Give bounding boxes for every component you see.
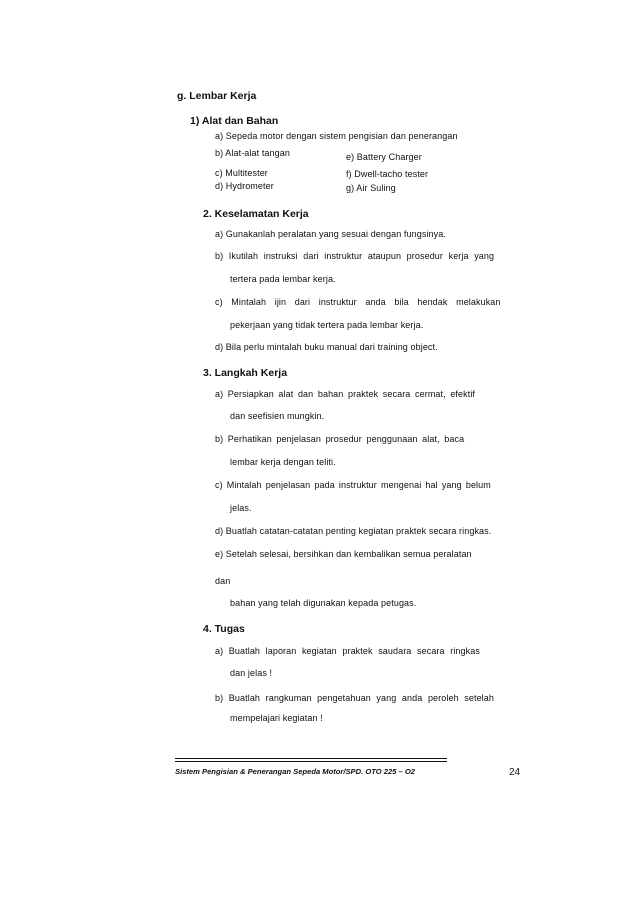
list-item: c) Mintalah penjelasan pada instruktur mengenai hal yang belum xyxy=(215,480,491,490)
footer-text: Sistem Pengisian & Penerangan Sepeda Motor/SPD. OTO 225 – O2 xyxy=(175,767,415,776)
list-item-continuation: pekerjaan yang tidak tertera pada lembar kerja. xyxy=(230,320,424,330)
list-item-continuation: dan xyxy=(215,576,231,586)
subheading-keselamatan: 2. Keselamatan Kerja xyxy=(203,208,309,220)
list-item: d) Bila perlu mintalah buku manual dari training object. xyxy=(215,342,438,352)
list-item: b) Buatlah rangkuman pengetahuan yang anda peroleh setelah xyxy=(215,693,494,703)
subheading-alat-bahan: 1) Alat dan Bahan xyxy=(190,115,279,127)
list-item: b) Perhatikan penjelasan prosedur penggunaan alat, baca xyxy=(215,434,465,444)
footer-rule xyxy=(175,758,447,759)
list-item-continuation: lembar kerja dengan teliti. xyxy=(230,457,336,467)
list-item: e) Setelah selesai, bersihkan dan kembalikan semua peralatan xyxy=(215,549,472,559)
list-item: c) Mintalah ijin dari instruktur anda bila hendak melakukan xyxy=(215,297,501,307)
subheading-tugas: 4. Tugas xyxy=(203,623,245,635)
list-item: e) Battery Charger xyxy=(346,152,422,162)
list-item-continuation: dan seefisien mungkin. xyxy=(230,411,325,421)
list-item-continuation: mempelajari kegiatan ! xyxy=(230,713,323,723)
list-item: d) Hydrometer xyxy=(215,181,274,191)
list-item-continuation: dan jelas ! xyxy=(230,668,273,678)
list-item: a) Gunakanlah peralatan yang sesuai dengan fungsinya. xyxy=(215,229,446,239)
list-item: d) Buatlah catatan-catatan penting kegiatan praktek secara ringkas. xyxy=(215,526,492,536)
footer-rule xyxy=(175,761,447,762)
list-item-continuation: tertera pada lembar kerja. xyxy=(230,274,336,284)
list-item: a) Buatlah laporan kegiatan praktek saudara secara ringkas xyxy=(215,646,480,656)
list-item: g) Air Suling xyxy=(346,183,396,193)
list-item: b) Alat-alat tangan xyxy=(215,148,290,158)
subheading-langkah: 3. Langkah Kerja xyxy=(203,367,288,379)
list-item: a) Sepeda motor dengan sistem pengisian dan penerangan xyxy=(215,131,458,141)
list-item-continuation: bahan yang telah digunakan kepada petugas. xyxy=(230,598,417,608)
list-item: f) Dwell-tacho tester xyxy=(346,169,429,179)
list-item: b) Ikutilah instruksi dari instruktur ataupun prosedur kerja yang xyxy=(215,251,495,261)
list-item: c) Multitester xyxy=(215,168,268,178)
list-item-continuation: jelas. xyxy=(230,503,252,513)
section-heading: g. Lembar Kerja xyxy=(177,90,257,102)
list-item: a) Persiapkan alat dan bahan praktek secara cermat, efektif xyxy=(215,389,476,399)
page-number: 24 xyxy=(509,767,521,778)
